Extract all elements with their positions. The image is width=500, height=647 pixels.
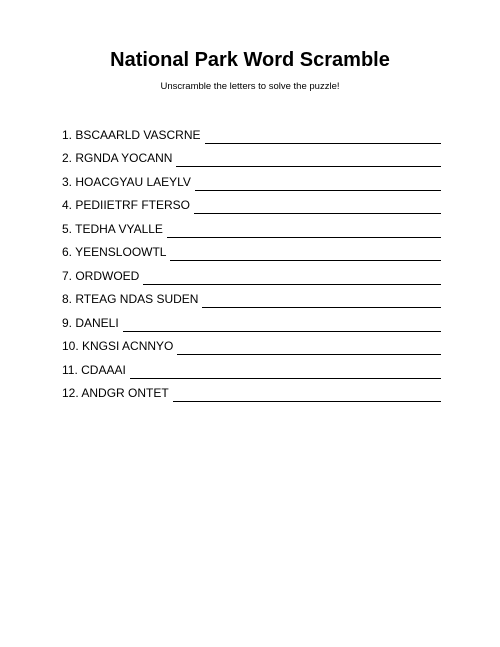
answer-line[interactable] xyxy=(194,199,441,214)
list-item xyxy=(62,167,441,191)
scramble-list xyxy=(62,120,441,402)
scrambled-word: 5. TEDHA VYALLE xyxy=(62,221,163,236)
list-item xyxy=(62,355,441,379)
scrambled-word: 2. RGNDA YOCANN xyxy=(62,151,173,165)
page-title: National Park Word Scramble xyxy=(110,49,390,71)
answer-line[interactable] xyxy=(167,223,441,238)
answer-line[interactable] xyxy=(130,364,441,379)
scrambled-word: 4. PEDIIETRF FTERSO xyxy=(62,198,191,212)
list-item xyxy=(62,332,441,356)
answer-line[interactable] xyxy=(123,317,441,332)
answer-line[interactable] xyxy=(202,293,441,308)
list-item xyxy=(62,191,441,215)
answer-line[interactable] xyxy=(143,270,441,285)
answer-line[interactable] xyxy=(205,129,442,144)
scrambled-word: 7. ORDWOED xyxy=(62,268,140,283)
list-item xyxy=(62,285,441,309)
list-item xyxy=(62,261,441,285)
scrambled-word: 11. CDAAAI xyxy=(62,362,126,377)
answer-line[interactable] xyxy=(195,176,441,191)
scrambled-word: 9. DANELI xyxy=(62,315,119,330)
list-item xyxy=(62,238,441,262)
scrambled-word: 12. ANDGR ONTET xyxy=(62,386,169,400)
scrambled-word: 3. HOACGYAU LAEYLV xyxy=(62,174,191,189)
instructions: Unscramble the letters to solve the puzzle! xyxy=(160,81,340,92)
scrambled-word: 1. BSCAARLD VASCRNE xyxy=(62,127,201,142)
list-item xyxy=(62,144,441,168)
scrambled-word: 6. YEENSLOOWTL xyxy=(62,245,167,259)
scrambled-word: 10. KNGSI ACNNYO xyxy=(62,339,174,353)
answer-line[interactable] xyxy=(173,387,441,402)
answer-line[interactable] xyxy=(176,152,441,167)
scrambled-word: 8. RTEAG NDAS SUDEN xyxy=(62,292,199,306)
list-item xyxy=(62,308,441,332)
answer-line[interactable] xyxy=(170,246,441,261)
answer-line[interactable] xyxy=(177,340,441,355)
list-item xyxy=(62,120,441,144)
list-item xyxy=(62,214,441,238)
list-item xyxy=(62,379,441,403)
